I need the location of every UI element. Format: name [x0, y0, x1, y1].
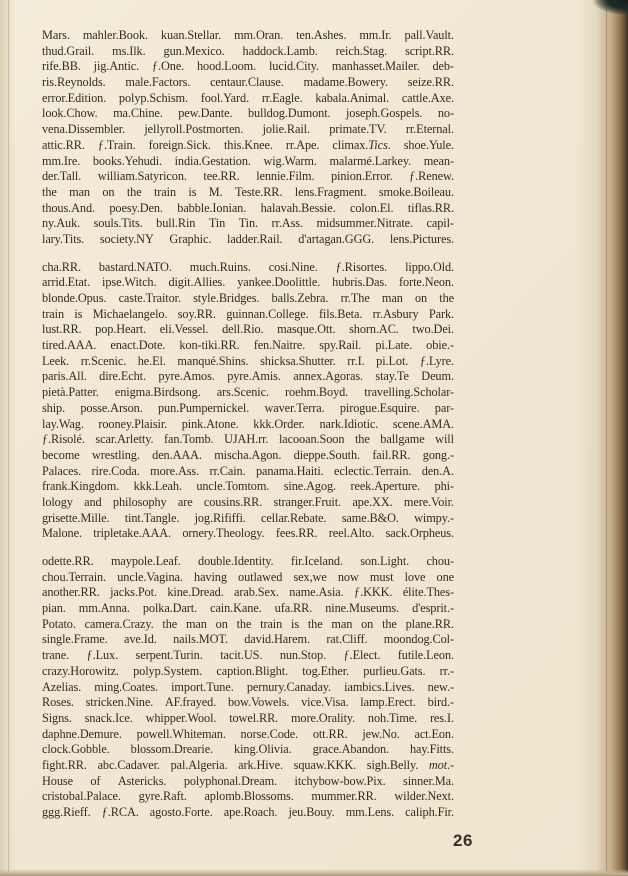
paragraph-1 [42, 28, 454, 248]
text-line: frank.Kingdom. kkk.Leah. uncle.Tomtom. sine.Agog. reek.Aperture. phi- [42, 479, 454, 494]
text-line: look.Chow. ma.Chine. pew.Dante. bulldog.Dumont. joseph.Gospels. no- [42, 106, 454, 121]
text-line: Leek. rr.Scenic. he.El. manqué.Shins. shicksa.Shutter. rr.I. pi.Lot. ƒ.Lyre. [42, 353, 454, 368]
text-line: paris.All. dire.Echt. pyre.Amos. pyre.Amis. annex.Agoras. stay.Te Deum. [42, 369, 454, 384]
text-line: grisette.Mille. tint.Tangle. jog.Rififfi. cellar.Rebate. same.B&O. wimpy.- [42, 510, 454, 525]
text-line: crazy.Horowitz. polyp.System. caption.Blight. tog.Ether. purlieu.Gats. rr.- [42, 663, 454, 678]
text-line: chou.Terrain. uncle.Vagina. having outlawed sex,we now must love one [42, 569, 454, 584]
text-line: ship. posse.Arson. pun.Pumpernickel. waver.Terra. pirogue.Esquire. par- [42, 400, 454, 415]
page-edge-shadow [576, 0, 628, 876]
text-line: Azelias. ming.Coates. import.Tune. pernury.Canaday. iambics.Lives. new.- [42, 679, 454, 694]
text-line: Signs. snack.Ice. whipper.Wool. towel.RR. more.Orality. noh.Time. res.I. [42, 710, 454, 725]
paragraph-3 [42, 554, 454, 821]
text-line: daphne.Demure. powell.Whiteman. norse.Code. ott.RR. jew.No. act.Eon. [42, 726, 454, 741]
text-line: ris.Reynolds. male.Factors. centaur.Clause. madame.Bowery. seize.RR. [42, 75, 454, 90]
paragraph-2 [42, 260, 454, 542]
text-line: Roses. stricken.Nine. AF.frayed. bow.Vowels. vice.Visa. lamp.Erect. bird.- [42, 695, 454, 710]
text-line: blonde.Opus. caste.Traitor. style.Bridges. balls.Zebra. rr.The man on the [42, 291, 454, 305]
text-line: House of Astericks. polyphonal.Dream. itchybow-bow.Pix. sinner.Ma. [42, 773, 454, 788]
text-line: arrid.Etat. ipse.Witch. digit.Allies. yankee.Doolittle. hubris.Das. forte.Neon. [42, 275, 454, 290]
text-line: cristobal.Palace. gyre.Raft. aplomb.Blossoms. mummer.RR. wilder.Next. [42, 789, 454, 804]
page-number: 26 [453, 831, 473, 850]
text-line: fight.RR. abc.Cadaver. pal.Algeria. ark.Hive. squaw.KKK. sigh.Belly. mot.- [42, 757, 454, 772]
text-line: thud.Grail. ms.Ilk. gun.Mexico. haddock.Lamb. reich.Stag. script.RR. [42, 43, 454, 58]
text-line: become wrestling. den.AAA. mischa.Agon. dieppe.South. fail.RR. gong.- [42, 447, 454, 462]
page-corner-curl [582, 0, 628, 20]
text-line: cha.RR. bastard.NATO. much.Ruins. cosi.Nine. ƒ.Risortes. lippo.Old. [42, 259, 454, 274]
text-line: pian. mm.Anna. polka.Dart. cain.Kane. ufa.RR. nine.Museums. d'esprit.- [42, 601, 454, 616]
text-line: lary.Tits. society.NY Graphic. ladder.Rail. d'artagan.GGG. lens.Pictures. [42, 231, 454, 246]
text-line: lust.RR. pop.Heart. eli.Vessel. dell.Rio. masque.Ott. shorn.AC. two.Dei. [42, 322, 454, 337]
text-line: der.Tall. william.Satyricon. tee.RR. lennie.Film. pinion.Error. ƒ.Renew. [42, 169, 454, 184]
text-line: lology and philosophy are cousins.RR. stranger.Fruit. ape.XX. mere.Voir. [42, 494, 454, 509]
text-line: pietà.Patter. enigma.Birdsong. ars.Scenic. roehm.Boyd. travelling.Scholar- [42, 385, 454, 400]
text-line: Potato. camera.Crazy. the man on the train is the man on the plane.RR. [42, 616, 454, 631]
text-line: Mars. mahler.Book. kuan.Stellar. mm.Oran. ten.Ashes. mm.Ir. pall.Vault. [42, 28, 454, 42]
text-line: ny.Auk. souls.Tits. bull.Rin Tin Tin. rr.Ass. midsummer.Nitrate. capil- [42, 216, 454, 231]
text-line: the man on the train is M. Teste.RR. lens.Fragment. smoke.Boileau. [42, 184, 454, 199]
text-line: attic.RR. ƒ.Train. foreign.Sick. this.Knee. rr.Ape. climax.Tics. shoe.Yule. [42, 137, 454, 152]
page-bottom-edge [0, 869, 628, 876]
text-line: error.Edition. polyp.Schism. fool.Yard. rr.Eagle. kabala.Animal. cattle.Axe. [42, 90, 454, 105]
text-line: clock.Gobble. blossom.Drearie. king.Olivia. grace.Abandon. hay.Fitts. [42, 742, 454, 757]
text-line: rife.BB. jig.Antic. ƒ.One. hood.Loom. lucid.City. manhasset.Mailer. deb- [42, 59, 454, 74]
text-block [42, 28, 454, 833]
text-line: lay.Wag. rooney.Plaisir. pink.Atone. kkk.Order. nark.Idiotic. scene.AMA. [42, 416, 454, 431]
text-line: ggg.Rieff. ƒ.RCA. agosto.Forte. ape.Roach. jeu.Bouy. mm.Lens. caliph.Fir. [42, 805, 454, 819]
text-line: mm.Ire. books.Yehudi. india.Gestation. wig.Warm. malarmé.Larkey. mean- [42, 153, 454, 168]
text-line: Palaces. rire.Coda. more.Ass. rr.Cain. panama.Haiti. eclectic.Terrain. den.A. [42, 463, 454, 478]
text-line: train is Michaelangelo. soy.RR. guinnan.College. fils.Beta. rr.Asbury Park. [42, 306, 454, 321]
text-line: single.Frame. ave.Id. nails.MOT. david.Harem. rat.Cliff. moondog.Col- [42, 632, 454, 647]
text-line: tired.AAA. enact.Dote. kon-tiki.RR. fen.Naitre. spy.Rail. pi.Late. obie.- [42, 338, 454, 353]
text-line: trane. ƒ.Lux. serpent.Turin. tacit.US. nun.Stop. ƒ.Elect. futile.Leon. [42, 648, 454, 663]
text-line: thous.And. poesy.Den. babble.Ionian. halavah.Bessie. colon.El. tiflas.RR. [42, 200, 454, 215]
text-line: another.RR. jacks.Pot. kine.Dread. arab.Sex. name.Asia. ƒ.KKK. élite.Thes- [42, 585, 454, 600]
text-line: vena.Dissembler. jellyroll.Postmorten. jolie.Rail. primate.TV. rr.Eternal. [42, 122, 454, 137]
text-line: Malone. tripletake.AAA. ornery.Theology. fees.RR. reel.Alto. sack.Orpheus. [42, 526, 454, 541]
text-line: ƒ.Risolé. scar.Arletty. fan.Tomb. UJAH.rr. lacooan.Soon the ballgame will [42, 432, 454, 447]
gutter-crease-line [8, 0, 9, 876]
page-fold-line [606, 0, 607, 876]
text-line: odette.RR. maypole.Leaf. double.Identity. fir.Iceland. son.Light. chou- [42, 554, 454, 568]
